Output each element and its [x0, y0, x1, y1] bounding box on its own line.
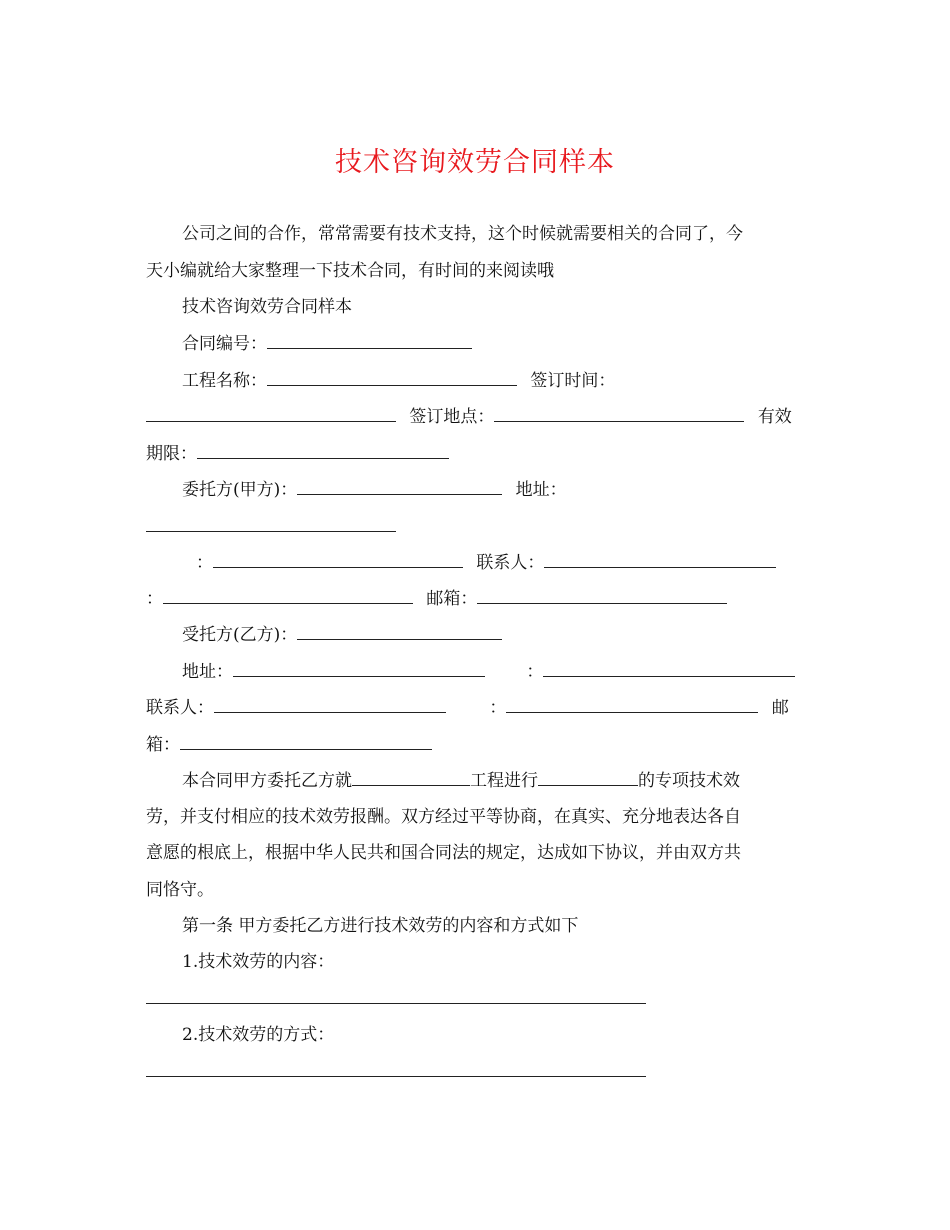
contract-number-row	[182, 332, 472, 356]
article-one-heading: 第一条 甲方委托乙方进行技术效劳的内容和方式如下	[182, 916, 579, 936]
party-a-phone-blank[interactable]	[213, 551, 463, 568]
party-b-address-blank[interactable]	[233, 660, 485, 677]
party-a-fax-colon: ：	[146, 589, 163, 609]
body-paragraph-line-2: 劳，并支付相应的技术效劳报酬。双方经过平等协商，在真实、充分地表达各自	[146, 807, 741, 827]
service-method-label: 2.技术效劳的方式：	[182, 1025, 335, 1045]
party-b-phone-colon: ：	[526, 662, 544, 682]
validity-row	[146, 442, 449, 466]
service-method-blank[interactable]	[146, 1076, 646, 1077]
sign-place-blank[interactable]	[494, 405, 744, 422]
party-a-contact-blank[interactable]	[544, 551, 776, 568]
body-p1-c: 的专项技术效	[638, 771, 740, 791]
party-b-fax-colon: ：	[489, 698, 507, 718]
party-b-mail-label-b: 箱：	[146, 735, 180, 755]
body-p1-a: 本合同甲方委托乙方就	[182, 771, 352, 791]
party-a-contact-label: 联系人：	[476, 553, 545, 573]
sign-time-label: 签订时间：	[530, 371, 616, 391]
body-service-blank[interactable]	[538, 769, 638, 786]
party-b-contact-row	[146, 696, 789, 720]
project-name-row	[182, 369, 615, 393]
party-b-contact-blank[interactable]	[214, 696, 446, 713]
body-paragraph-line-4: 同恪守。	[146, 880, 214, 900]
party-b-row	[182, 623, 502, 647]
party-b-mail-row	[146, 733, 432, 757]
party-a-fax-row	[146, 587, 727, 611]
service-content-blank[interactable]	[146, 1003, 646, 1004]
party-a-label: 委托方(甲方)：	[182, 480, 298, 500]
party-a-fax-blank[interactable]	[163, 587, 413, 604]
body-paragraph-line-1	[182, 769, 740, 793]
validity-blank[interactable]	[197, 442, 449, 459]
validity-label-a: 有效	[757, 407, 792, 427]
sign-place-row	[146, 405, 792, 429]
party-a-address-blank[interactable]	[146, 515, 396, 532]
party-b-label: 受托方(乙方)：	[182, 625, 298, 645]
party-b-address-row	[182, 660, 795, 684]
party-a-address-row	[146, 515, 396, 539]
party-b-contact-label: 联系人：	[146, 698, 214, 718]
party-b-blank[interactable]	[297, 623, 502, 640]
party-a-address-label: 地址：	[515, 480, 567, 500]
document-title: 技术咨询效劳合同样本	[335, 147, 615, 178]
body-paragraph-line-3: 意愿的根底上，根据中华人民共和国合同法的规定，达成如下协议，并由双方共	[146, 843, 741, 863]
contract-number-label: 合同编号：	[182, 334, 267, 354]
body-p1-b: 工程进行	[470, 771, 538, 791]
sign-place-label: 签订地点：	[409, 407, 495, 427]
party-a-mail-label: 邮箱：	[426, 589, 478, 609]
contract-subtitle: 技术咨询效劳合同样本	[182, 297, 352, 317]
party-b-mail-label-a: 邮	[771, 698, 789, 718]
sign-time-blank[interactable]	[146, 405, 396, 422]
validity-label-b: 期限：	[146, 444, 197, 464]
party-a-mail-blank[interactable]	[477, 587, 727, 604]
party-b-fax-blank[interactable]	[506, 696, 758, 713]
party-b-phone-blank[interactable]	[543, 660, 795, 677]
party-b-mail-blank[interactable]	[180, 733, 432, 750]
service-content-label: 1.技术效劳的内容：	[182, 952, 335, 972]
party-b-address-label: 地址：	[182, 662, 233, 682]
party-a-phone-colon: ：	[196, 553, 213, 573]
project-name-blank[interactable]	[267, 369, 517, 386]
party-a-contact-row	[196, 551, 776, 575]
body-project-blank[interactable]	[352, 769, 470, 786]
intro-line-2: 天小编就给大家整理一下技术合同，有时间的来阅读哦	[146, 261, 554, 281]
party-a-row	[182, 478, 567, 502]
project-name-label: 工程名称：	[182, 371, 267, 391]
contract-number-blank[interactable]	[267, 332, 472, 349]
intro-line-1: 公司之间的合作，常常需要有技术支持，这个时候就需要相关的合同了，今	[182, 224, 743, 244]
party-a-blank[interactable]	[297, 478, 502, 495]
